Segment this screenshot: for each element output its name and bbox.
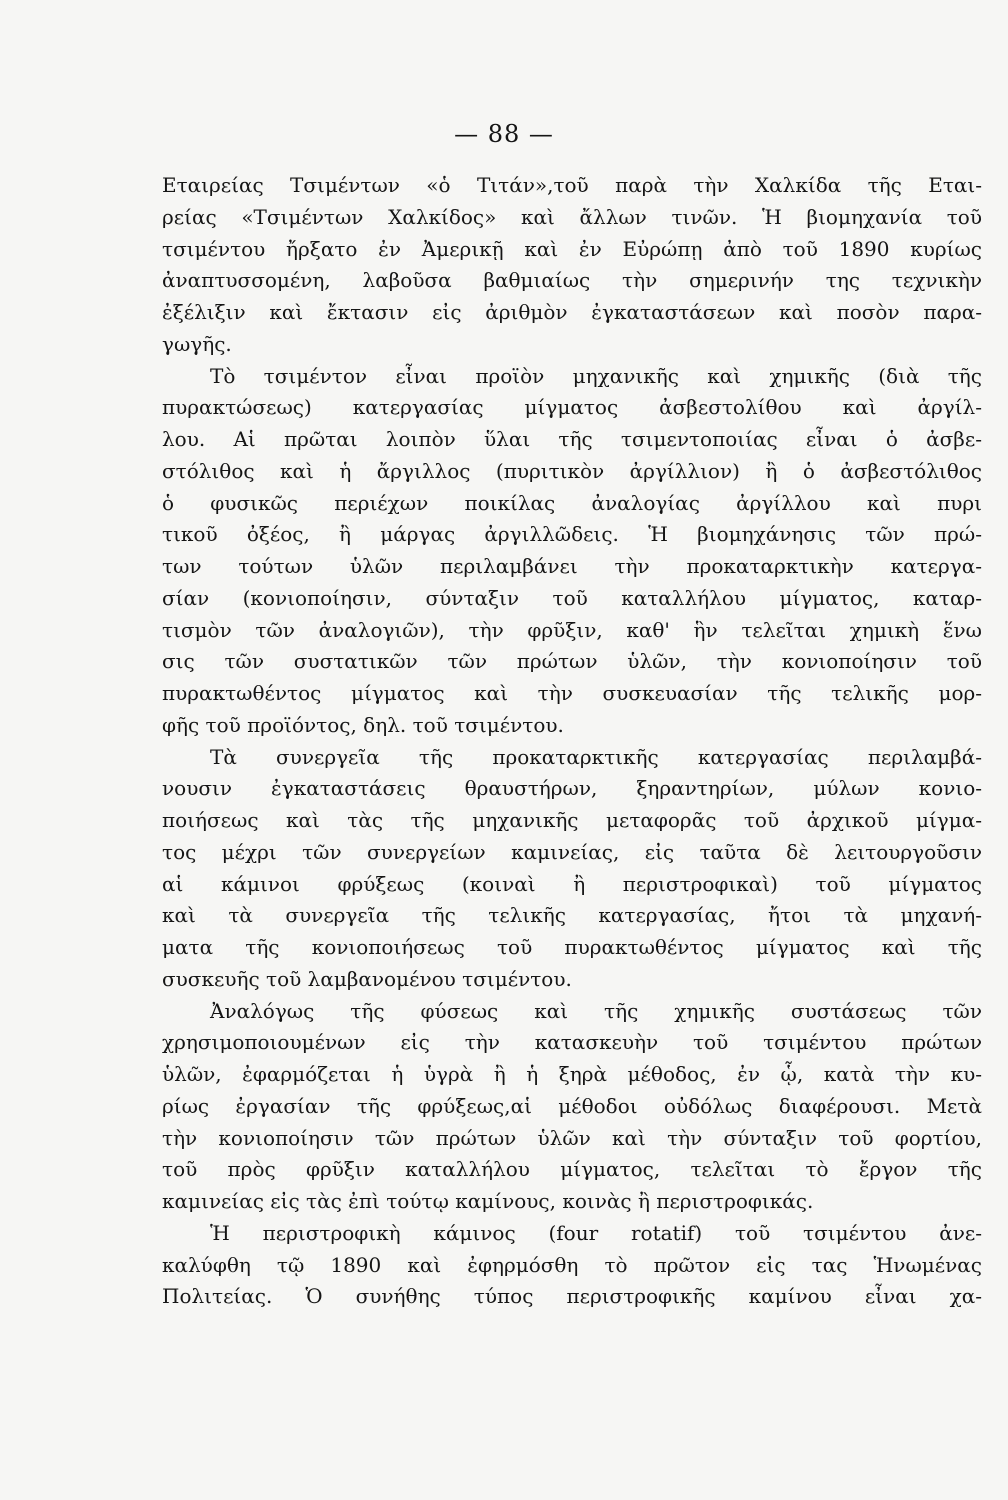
text-line: συσκευῆς τοῦ λαμβανομένου τσιμέντου. bbox=[162, 966, 572, 991]
text-line: τσιμέντου ἤρξατο ἐν Ἀμερικῇ καὶ ἐν Εὐρώπῃ ἀπὸ τοῦ 1890 κυρίως bbox=[162, 236, 982, 261]
text-line: τος μέχρι τῶν συνεργείων καμινείας, εἰς ταῦτα δὲ λειτουργοῦσιν bbox=[162, 839, 982, 864]
text-line: ἐξέλιξιν καὶ ἔκτασιν εἰς ἀριθμὸν ἐγκαταστάσεων καὶ ποσὸν παρα- bbox=[162, 300, 982, 324]
page-number: — 88 — bbox=[454, 120, 554, 148]
text-line: καὶ τὰ συνεργεῖα τῆς τελικῆς κατεργασίας, ἤτοι τὰ μηχανή- bbox=[162, 903, 982, 928]
text-line: τοῦ πρὸς φρῦξιν καταλλήλου μίγματος, τελεῖται τὸ ἔργον τῆς bbox=[162, 1157, 982, 1182]
paragraph-first-line: Τὰ συνεργεῖα τῆς προκαταρκτικῆς κατεργασίας περιλαμβά- bbox=[210, 744, 982, 769]
text-line: ἀναπτυσσομένη, λαβοῦσα βαθμιαίως τὴν σημερινήν της τεχνικὴν bbox=[162, 268, 982, 293]
text-line: στόλιθος καὶ ἡ ἄργιλλος (πυριτικὸν ἀργίλλιον) ἢ ὁ ἀσβεστόλιθος bbox=[162, 458, 982, 483]
text-line: Πολιτείας. Ὁ συνήθης τύπος περιστροφικῆς καμίνου εἶναι χα- bbox=[162, 1284, 982, 1309]
body-text bbox=[162, 170, 982, 1313]
text-line: ποιήσεως καὶ τὰς τῆς μηχανικῆς μεταφορᾶς τοῦ ἀρχικοῦ μίγμα- bbox=[162, 808, 982, 832]
text-line: χρησιμοποιουμένων εἰς τὴν κατασκευὴν τοῦ τσιμέντου πρώτων bbox=[162, 1030, 982, 1055]
text-line: καμινείας εἰς τὰς ἐπὶ τούτῳ καμίνους, κοινὰς ἢ περιστροφικάς. bbox=[162, 1189, 814, 1213]
text-line: αἱ κάμινοι φρύξεως (κοιναὶ ἢ περιστροφικαὶ) τοῦ μίγματος bbox=[162, 871, 982, 896]
text-line: τὴν κονιοποίησιν τῶν πρώτων ὑλῶν καὶ τὴν σύνταξιν τοῦ φορτίου, bbox=[162, 1125, 982, 1150]
text-line: των τούτων ὑλῶν περιλαμβάνει τὴν προκαταρκτικὴν κατεργα- bbox=[162, 554, 982, 578]
text-line: καλύφθη τῷ 1890 καὶ ἐφηρμόσθη τὸ πρῶτον εἰς τας Ἡνωμένας bbox=[162, 1252, 982, 1277]
text-line: τισμὸν τῶν ἀναλογιῶν), τὴν φρῦξιν, καθ' ἣν τελεῖται χημικὴ ἕνω bbox=[162, 617, 982, 642]
text-line: Εταιρείας Τσιμέντων «ὁ Τιτάν»,τοῦ παρὰ τὴν Χαλκίδα τῆς Εται- bbox=[162, 173, 982, 197]
paragraph-first-line: Ἀναλόγως τῆς φύσεως καὶ τῆς χημικῆς συστάσεως τῶν bbox=[210, 998, 982, 1023]
text-line: τικοῦ ὀξέος, ἢ μάργας ἀργιλλῶδεις. Ἡ βιομηχάνησις τῶν πρώ- bbox=[162, 522, 982, 547]
text-line: νουσιν ἐγκαταστάσεις θραυστήρων, ξηραντηρίων, μύλων κονιο- bbox=[162, 776, 982, 801]
text-line: ρείας «Τσιμέντων Χαλκίδος» καὶ ἄλλων τινῶν. Ἡ βιομηχανία τοῦ bbox=[162, 204, 982, 229]
text-line: λου. Αἱ πρῶται λοιπὸν ὕλαι τῆς τσιμεντοποιίας εἶναι ὁ ἀσβε- bbox=[162, 427, 982, 451]
text-line: σίαν (κονιοποίησιν, σύνταξιν τοῦ καταλλήλου μίγματος, καταρ- bbox=[162, 585, 982, 610]
paragraph-first-line: Τὸ τσιμέντον εἶναι προϊὸν μηχανικῆς καὶ χημικῆς (διὰ τῆς bbox=[210, 363, 982, 388]
text-line: ρίως ἐργασίαν τῆς φρύξεως,αἱ μέθοδοι οὐδόλως διαφέρουσι. Μετὰ bbox=[162, 1093, 982, 1118]
text-line: σις τῶν συστατικῶν τῶν πρώτων ὑλῶν, τὴν κονιοποίησιν τοῦ bbox=[162, 649, 982, 674]
text-line: φῆς τοῦ προϊόντος, δηλ. τοῦ τσιμέντου. bbox=[162, 712, 564, 737]
text-line: πυρακτωθέντος μίγματος καὶ τὴν συσκευασίαν τῆς τελικῆς μορ- bbox=[162, 681, 982, 705]
text-line: ματα τῆς κονιοποιήσεως τοῦ πυρακτωθέντος μίγματος καὶ τῆς bbox=[162, 935, 982, 959]
text-line: ὑλῶν, ἐφαρμόζεται ἡ ὑγρὰ ἢ ἡ ξηρὰ μέθοδος, ἐν ᾧ, κατὰ τὴν κυ- bbox=[162, 1062, 982, 1086]
paragraph-first-line: Ἡ περιστροφικὴ κάμινος (four rotatif) τοῦ τσιμέντου ἀνε- bbox=[210, 1220, 982, 1245]
text-line: ὁ φυσικῶς περιέχων ποικίλας ἀναλογίας ἀργίλλου καὶ πυρι bbox=[162, 490, 982, 515]
text-line: πυρακτώσεως) κατεργασίας μίγματος ἀσβεστολίθου καὶ ἀργίλ- bbox=[162, 395, 982, 420]
text-line: γωγῆς. bbox=[162, 331, 232, 356]
